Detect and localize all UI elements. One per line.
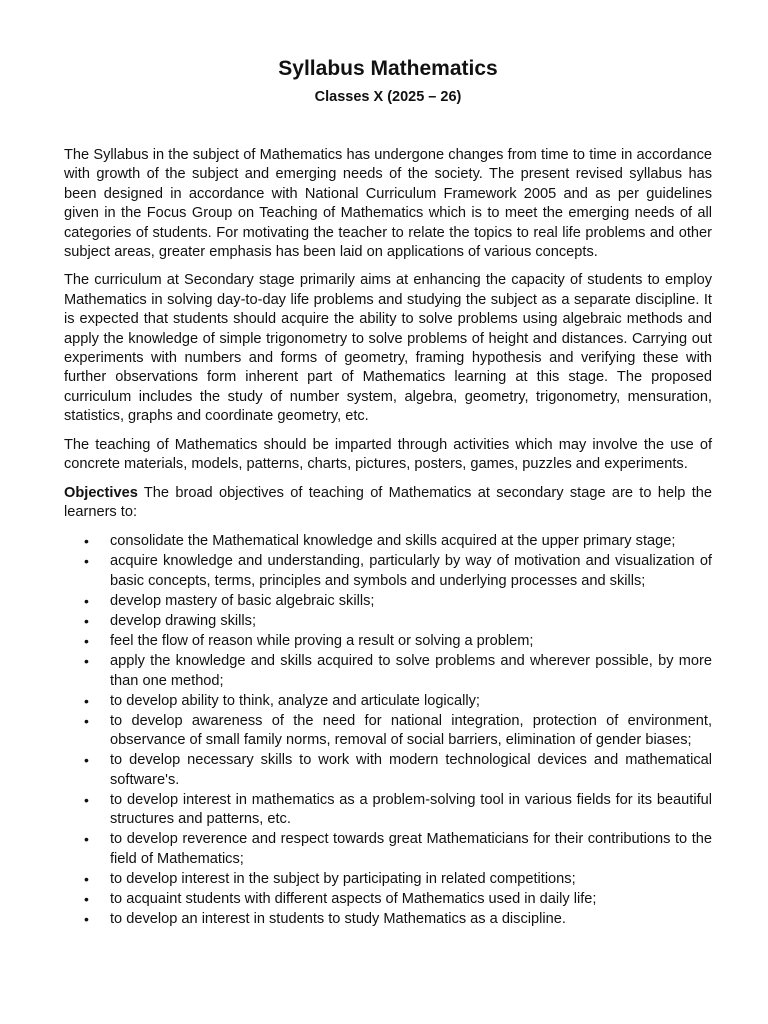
list-item [64, 612, 712, 631]
list-item [64, 532, 712, 551]
bullet-icon: • [84, 692, 89, 709]
list-item [64, 830, 712, 869]
page-title: Syllabus Mathematics [278, 57, 498, 80]
list-item-text: develop drawing skills; [110, 613, 257, 629]
list-item [64, 910, 712, 929]
bullet-icon: • [84, 910, 89, 927]
list-item [64, 791, 712, 830]
list-item [64, 652, 712, 691]
list-item-text: to acquaint students with different aspects of Mathematics used in daily life; [110, 890, 597, 907]
list-item-text: to develop an interest in students to study Mathematics as a discipline. [110, 910, 566, 927]
list-item [64, 870, 712, 889]
bullet-icon: • [84, 533, 89, 550]
list-item [64, 592, 712, 611]
list-item [64, 632, 712, 651]
list-item-text: acquire knowledge and understanding, particularly by way of motivation and visualization of basic concepts, terms, principles and symbols and underlying processes and skills; [110, 553, 712, 589]
list-item [64, 552, 712, 591]
list-item-text: apply the knowledge and skills acquired to solve problems and wherever possible, by more than one method; [110, 653, 712, 689]
list-item [64, 712, 712, 751]
bullet-icon: • [84, 870, 89, 887]
list-item-text: to develop reverence and respect towards great Mathematicians for their contributions to the field of Mathematics; [110, 831, 712, 867]
list-item-text: feel the flow of reason while proving a result or solving a problem; [110, 633, 534, 650]
bullet-icon: • [84, 831, 89, 848]
list-item [64, 890, 712, 909]
objectives-heading: Objectives [64, 484, 138, 501]
list-item-text: to develop interest in mathematics as a problem-solving tool in various fields for its beautiful structures and patterns, etc. [110, 791, 712, 828]
objectives-intro-text: The broad objectives of teaching of Mathematics at secondary stage are to help the learners to: [64, 484, 712, 520]
teaching-paragraph: The teaching of Mathematics should be imparted through activities which may involve the use of concrete materials, models, patterns, charts, pictures, posters, games, puzzles and experiments. [64, 436, 712, 473]
bullet-icon: • [84, 712, 89, 729]
objectives-intro [64, 484, 712, 523]
list-item-text: develop mastery of basic algebraic skills; [110, 592, 375, 609]
list-item-text: to develop ability to think, analyze and articulate logically; [110, 692, 480, 709]
intro-paragraph: The Syllabus in the subject of Mathematics has undergone changes from time to time in accordance with growth of the subject and emerging needs of the society. The present revised syllabus has been designed in accordance with National Curriculum Framework 2005 and as per guidelines given in the Focus Group on Teaching of Mathematics which is to meet the emerging needs of all categories of students. For motivating the teacher to relate the topics to real life problems and other subject areas, greater emphasis has been laid on applications of various concepts. [64, 147, 712, 261]
page-subtitle: Classes X (2025 – 26) [314, 89, 462, 105]
bullet-icon: • [84, 653, 89, 670]
list-item-text: consolidate the Mathematical knowledge and skills acquired at the upper primary stage; [110, 533, 676, 550]
list-item-text: to develop awareness of the need for national integration, protection of environment, observance of small family norms, removal of social barriers, elimination of gender biases; [110, 712, 712, 749]
bullet-icon: • [84, 613, 89, 629]
list-item-text: to develop interest in the subject by participating in related competitions; [110, 870, 576, 887]
bullet-icon: • [84, 633, 89, 650]
list-item-text: to develop necessary skills to work with modern technological devices and mathematical software's. [110, 752, 712, 788]
bullet-icon: • [84, 592, 89, 609]
bullet-icon: • [84, 752, 89, 769]
objectives-list [64, 532, 712, 929]
bullet-icon: • [84, 890, 89, 907]
bullet-icon: • [84, 553, 89, 570]
list-item [64, 751, 712, 790]
curriculum-paragraph: The curriculum at Secondary stage primarily aims at enhancing the capacity of students to employ Mathematics in solving day-to-day life problems and studying the subject as a separate discipline. It is expected that students should acquire the ability to solve problems using algebraic methods and apply the knowledge of simple trigonometry to solve problems of height and distances. Carrying out experiments with numbers and forms of geometry, framing hypothesis and verifying these with further observations form inherent part of Mathematics learning at this stage. The proposed curriculum includes the study of number system, algebra, geometry, trigonometry, mensuration, statistics, graphs and coordinate geometry, etc. [64, 272, 712, 425]
bullet-icon: • [84, 791, 89, 808]
list-item [64, 692, 712, 711]
